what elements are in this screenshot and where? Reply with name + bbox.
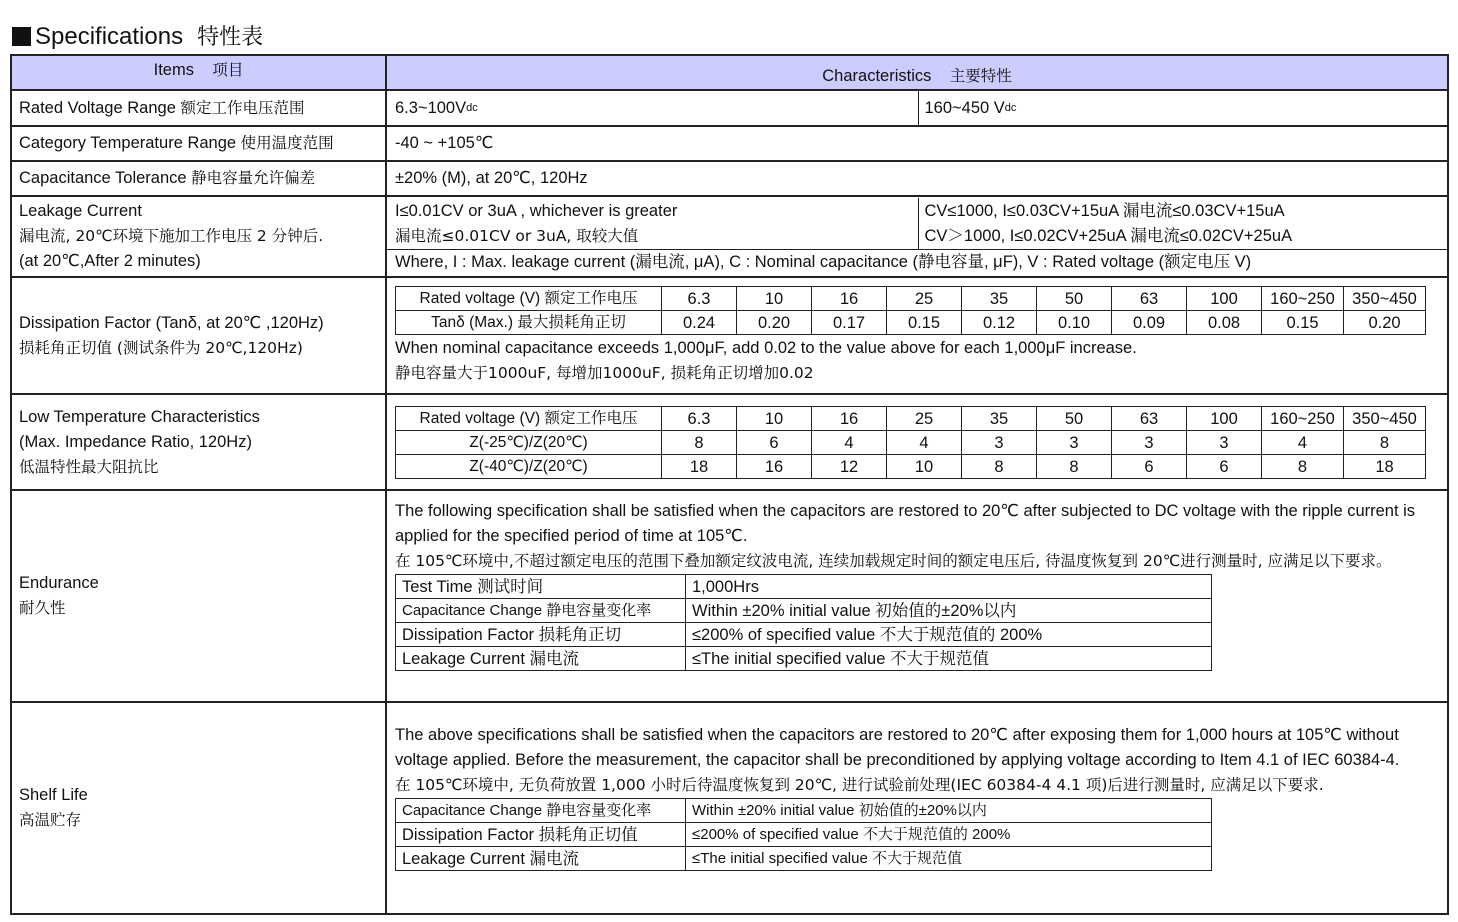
leakage-right-line2: CV＞1000, I≤0.02CV+25uA 漏电流≤0.02CV+25uA xyxy=(924,226,1293,245)
lt-voltage-cell: 50 xyxy=(1037,407,1112,431)
criteria-key: Capacitance Change 静电容量变化率 xyxy=(396,799,686,823)
df-voltage-cell: 160~250 xyxy=(1262,287,1344,311)
criteria-value: Within ±20% initial value 初始值的±20%以内 xyxy=(686,599,1212,623)
df-voltage-cell: 16 xyxy=(812,287,887,311)
page-title xyxy=(12,22,263,53)
capacitance-tolerance-row xyxy=(11,161,1448,196)
lt-z25-cell: 3 xyxy=(1037,431,1112,455)
lt-z25-cell: 3 xyxy=(1187,431,1262,455)
rated-voltage-label xyxy=(11,90,386,126)
range1-text: 6.3~100V xyxy=(395,98,467,117)
shelf-life-row xyxy=(11,702,1448,914)
characteristics-header-label: Characteristics xyxy=(822,67,932,85)
criteria-value: 1,000Hrs xyxy=(686,575,1212,599)
leakage-right xyxy=(918,198,1448,249)
range2-text: 160~450 V xyxy=(924,98,1005,117)
leakage-where-note: Where, I : Max. leakage current (漏电流, μA), C : Nominal capacitance (静电容量, μF), V : Rated voltage (额定电压 V) xyxy=(395,252,1252,271)
shelf-label-en: Shelf Life xyxy=(19,786,88,804)
shelf-life-label xyxy=(11,702,386,914)
shelf-criteria-table xyxy=(395,798,1212,871)
endurance-label xyxy=(11,490,386,702)
leakage-label-en: Leakage Current xyxy=(19,202,142,220)
lt-voltage-cell: 160~250 xyxy=(1262,407,1344,431)
lt-label-en: Low Temperature Characteristics xyxy=(19,407,260,426)
df-voltage-cell: 63 xyxy=(1112,287,1187,311)
lt-voltage-cell: 35 xyxy=(962,407,1037,431)
items-header-label: Items xyxy=(153,61,194,79)
lt-z25-cell: 6 xyxy=(737,431,812,455)
cap-tol-label-en: Capacitance Tolerance xyxy=(19,169,187,187)
df-tan-cell: 0.09 xyxy=(1112,311,1187,335)
lt-voltage-label: Rated voltage (V) 额定工作电压 xyxy=(396,407,662,431)
df-tan-row xyxy=(396,311,1426,335)
header-row xyxy=(11,55,1448,90)
criteria-key: Leakage Current 漏电流 xyxy=(396,647,686,671)
endurance-row xyxy=(11,490,1448,702)
lt-z40-cell: 8 xyxy=(1037,455,1112,479)
lt-z40-cell: 6 xyxy=(1187,455,1262,479)
df-note-en: When nominal capacitance exceeds 1,000μF, add 0.02 to the value above for each 1,000μF increase. xyxy=(395,339,1137,357)
title-text: Specifications xyxy=(35,23,184,50)
leakage-current-value xyxy=(386,196,1448,277)
leakage-left-cn: 漏电流≤0.01CV or 3uA, 取较大值 xyxy=(395,226,639,245)
df-tan-cell: 0.10 xyxy=(1037,311,1112,335)
low-temperature-label xyxy=(11,394,386,490)
endurance-label-en: Endurance xyxy=(19,574,99,592)
df-tan-cell: 0.12 xyxy=(962,311,1037,335)
lt-voltage-cell: 6.3 xyxy=(662,407,737,431)
df-voltage-cell: 6.3 xyxy=(662,287,737,311)
lt-z25-cell: 8 xyxy=(662,431,737,455)
lt-voltage-row xyxy=(396,407,1426,431)
black-square-icon xyxy=(12,27,31,46)
df-tan-cell: 0.20 xyxy=(737,311,812,335)
lt-z40-cell: 12 xyxy=(812,455,887,479)
category-temperature-value: -40 ~ +105℃ xyxy=(386,126,1448,161)
criteria-key: Dissipation Factor 损耗角正切 xyxy=(396,623,686,647)
lt-z40-cell: 18 xyxy=(662,455,737,479)
lt-voltage-cell: 10 xyxy=(737,407,812,431)
lt-z40-cell: 10 xyxy=(887,455,962,479)
lt-voltage-cell: 63 xyxy=(1112,407,1187,431)
df-tan-cell: 0.24 xyxy=(662,311,737,335)
df-tan-cell: 0.20 xyxy=(1344,311,1426,335)
df-tan-cell: 0.17 xyxy=(812,311,887,335)
lt-z25-cell: 4 xyxy=(1262,431,1344,455)
df-voltage-table xyxy=(395,286,1426,335)
df-voltage-cell: 25 xyxy=(887,287,962,311)
leakage-label-cn: 漏电流, 20℃环境下施加工作电压 2 分钟后. xyxy=(19,227,324,245)
leakage-right-line1: CV≤1000, I≤0.03CV+15uA 漏电流≤0.03CV+15uA xyxy=(924,201,1285,220)
endurance-criteria-row xyxy=(396,599,1212,623)
low-temperature-value xyxy=(386,394,1448,490)
criteria-value: ≤200% of specified value 不大于规范值的 200% xyxy=(686,823,1212,847)
dissipation-factor-label xyxy=(11,277,386,394)
title-text-cn: 特性表 xyxy=(197,25,264,50)
shelf-paragraph-en: The above specifications shall be satisfied when the capacitors are restored to 20℃ after exposing them for 1,000 hours at 105℃ without voltage applied. Before the measurement, the capacitor shall be preconditioned by applying voltage according to Item 4.1 of IEC 60384-4. xyxy=(395,726,1400,769)
shelf-criteria-row xyxy=(396,799,1212,823)
lt-z25-cell: 3 xyxy=(1112,431,1187,455)
shelf-label-cn: 高温贮存 xyxy=(19,811,82,829)
category-temperature-label xyxy=(11,126,386,161)
df-tan-cell: 0.15 xyxy=(887,311,962,335)
lt-voltage-cell: 350~450 xyxy=(1344,407,1426,431)
df-voltage-cell: 350~450 xyxy=(1344,287,1426,311)
items-header-label-cn: 项目 xyxy=(212,61,244,79)
lt-z25-label: Z(-25℃)/Z(20℃) xyxy=(396,431,662,455)
lt-z40-label: Z(-40℃)/Z(20℃) xyxy=(396,455,662,479)
rated-voltage-range-low: 6.3~100V dc xyxy=(387,91,918,125)
endurance-value xyxy=(386,490,1448,702)
leakage-left xyxy=(387,198,918,249)
lt-z25-cell: 8 xyxy=(1344,431,1426,455)
criteria-key: Dissipation Factor 损耗角正切值 xyxy=(396,823,686,847)
df-tan-label: Tanδ (Max.) 最大损耗角正切 xyxy=(396,311,662,335)
lt-z25-cell: 4 xyxy=(887,431,962,455)
criteria-value: ≤The initial specified value 不大于规范值 xyxy=(686,847,1212,871)
endurance-paragraph-en: The following specification shall be satisfied when the capacitors are restored to 20℃ after subjected to DC voltage with the ripple current is applied for the specified period of time at 105℃. xyxy=(395,502,1416,545)
dissipation-factor-row xyxy=(11,277,1448,394)
lt-table xyxy=(395,406,1426,479)
shelf-criteria-row xyxy=(396,823,1212,847)
df-voltage-cell: 10 xyxy=(737,287,812,311)
criteria-key: Capacitance Change 静电容量变化率 xyxy=(396,599,686,623)
criteria-value: ≤200% of specified value 不大于规范值的 200% xyxy=(686,623,1212,647)
endurance-criteria-row xyxy=(396,647,1212,671)
lt-z40-cell: 8 xyxy=(962,455,1037,479)
df-voltage-cell: 50 xyxy=(1037,287,1112,311)
lt-z25-row xyxy=(396,431,1426,455)
specifications-table xyxy=(10,54,1449,915)
leakage-current-row xyxy=(11,196,1448,277)
lt-z40-cell: 16 xyxy=(737,455,812,479)
df-tan-cell: 0.08 xyxy=(1187,311,1262,335)
df-note-cn: 静电容量大于1000uF, 每增加1000uF, 损耗角正切增加0.02 xyxy=(395,364,814,382)
capacitance-tolerance-label xyxy=(11,161,386,196)
lt-z25-cell: 4 xyxy=(812,431,887,455)
rated-voltage-label-cn: 额定工作电压范围 xyxy=(180,98,305,117)
category-temperature-row xyxy=(11,126,1448,161)
rated-voltage-label-en: Rated Voltage Range xyxy=(19,98,176,117)
endurance-label-cn: 耐久性 xyxy=(19,599,66,617)
df-voltage-cell: 100 xyxy=(1187,287,1262,311)
df-label-en: Dissipation Factor (Tanδ, at 20℃ ,120Hz) xyxy=(19,313,324,332)
lt-voltage-cell: 25 xyxy=(887,407,962,431)
shelf-paragraph-cn: 在 105℃环境中, 无负荷放置 1,000 小时后待温度恢复到 20℃, 进行试验前处理(IEC 60384-4 4.1 项)后进行测量时, 应满足以下要求. xyxy=(395,776,1324,794)
lt-z40-row xyxy=(396,455,1426,479)
leakage-current-label xyxy=(11,196,386,277)
endurance-paragraph-cn: 在 105℃环境中,不超过额定电压的范围下叠加额定纹波电流, 连续加载规定时间的额定电压后, 待温度恢复到 20℃进行测量时, 应满足以下要求。 xyxy=(395,552,1392,570)
items-header xyxy=(11,55,386,90)
capacitance-tolerance-value: ±20% (M), at 20℃, 120Hz xyxy=(386,161,1448,196)
shelf-life-value xyxy=(386,702,1448,914)
dissipation-factor-value xyxy=(386,277,1448,394)
shelf-criteria-row xyxy=(396,847,1212,871)
lt-label-en-2: (Max. Impedance Ratio, 120Hz) xyxy=(19,432,252,451)
lt-z40-cell: 8 xyxy=(1262,455,1344,479)
criteria-key: Test Time 测试时间 xyxy=(396,575,686,599)
df-voltage-label: Rated voltage (V) 额定工作电压 xyxy=(396,287,662,311)
lt-voltage-cell: 16 xyxy=(812,407,887,431)
characteristics-header xyxy=(386,55,1448,90)
characteristics-header-label-cn: 主要特性 xyxy=(949,67,1012,85)
criteria-value: ≤The initial specified value 不大于规范值 xyxy=(686,647,1212,671)
df-label-cn: 损耗角正切值 (测试条件为 20℃,120Hz) xyxy=(19,338,303,357)
df-tan-cell: 0.15 xyxy=(1262,311,1344,335)
lt-z40-cell: 18 xyxy=(1344,455,1426,479)
endurance-criteria-row xyxy=(396,575,1212,599)
endurance-criteria-table xyxy=(395,574,1212,671)
rated-voltage-range-high: 160~450 V dc xyxy=(918,91,1448,125)
lt-z40-cell: 6 xyxy=(1112,455,1187,479)
low-temperature-row xyxy=(11,394,1448,490)
lt-label-cn: 低温特性最大阻抗比 xyxy=(19,457,159,476)
criteria-value: Within ±20% initial value 初始值的±20%以内 xyxy=(686,799,1212,823)
lt-voltage-cell: 100 xyxy=(1187,407,1262,431)
leakage-label-note: (at 20℃,After 2 minutes) xyxy=(19,252,201,270)
criteria-key: Leakage Current 漏电流 xyxy=(396,847,686,871)
category-temp-label-cn: 使用温度范围 xyxy=(240,134,334,152)
cap-tol-label-cn: 静电容量允许偏差 xyxy=(191,169,316,187)
leakage-left-en: I≤0.01CV or 3uA , whichever is greater xyxy=(395,201,678,220)
category-temp-label-en: Category Temperature Range xyxy=(19,134,237,152)
endurance-criteria-row xyxy=(396,623,1212,647)
df-voltage-row xyxy=(396,287,1426,311)
lt-z25-cell: 3 xyxy=(962,431,1037,455)
df-voltage-cell: 35 xyxy=(962,287,1037,311)
rated-voltage-value xyxy=(386,90,1448,126)
rated-voltage-row xyxy=(11,90,1448,126)
